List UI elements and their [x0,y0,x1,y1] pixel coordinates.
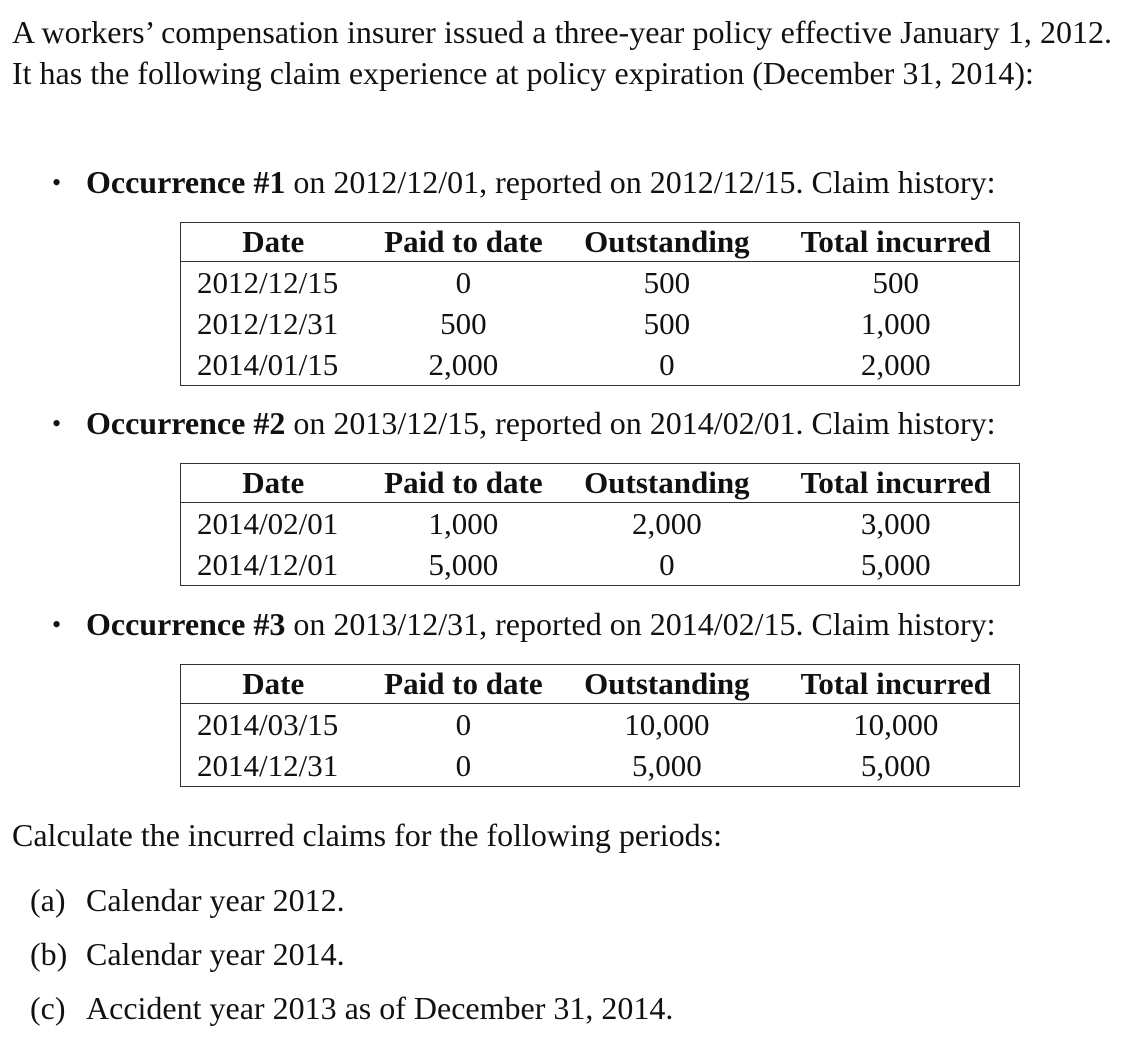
table-row [181,262,1020,304]
part-text: Calendar year 2014. [86,936,345,972]
list-item [30,988,673,1042]
table-header-row [181,464,1020,503]
cell-outstanding: 500 [643,305,691,341]
list-item [30,934,673,988]
table-header-row [181,223,1020,262]
cell-total: 1,000 [860,305,931,341]
header-total: Total incurred [773,665,1020,704]
parts-list [30,880,673,1042]
occurrence-2-detail: on 2013/12/15, reported on 2014/02/01. Claim history: [293,405,996,441]
cell-paid: 0 [455,747,472,783]
cell-date: 2014/12/31 [197,747,339,783]
occurrence-3-detail: on 2013/12/31, reported on 2014/02/15. Claim history: [293,606,996,642]
cell-paid: 2,000 [428,346,499,382]
cell-date: 2012/12/15 [197,264,339,300]
header-outstanding: Outstanding [561,464,772,503]
table-row [181,745,1020,787]
cell-outstanding: 500 [643,264,691,300]
cell-total: 500 [872,264,920,300]
part-label: (c) [30,990,66,1026]
cell-outstanding: 0 [659,346,675,382]
cell-outstanding: 2,000 [631,505,702,541]
bullet-icon: • [52,409,62,438]
cell-paid: 1,000 [428,505,499,541]
header-date: Date [181,223,366,262]
header-total: Total incurred [773,223,1020,262]
occurrence-1-title: Occurrence #1 [86,164,286,200]
cell-paid: 500 [440,305,487,341]
cell-outstanding: 10,000 [624,706,710,742]
occurrence-2-title: Occurrence #2 [86,405,286,441]
cell-paid: 0 [455,264,472,300]
occurrence-2-heading [52,403,996,444]
part-label: (b) [30,936,68,972]
occurrence-1-table [180,222,1020,386]
cell-paid: 5,000 [428,546,499,582]
occurrence-2-table [180,463,1020,586]
cell-paid: 0 [455,706,472,742]
header-date: Date [181,665,366,704]
cell-outstanding: 5,000 [631,747,702,783]
header-outstanding: Outstanding [561,665,772,704]
list-item [30,880,673,934]
occurrence-3-heading [52,604,996,645]
table-row [181,503,1020,545]
cell-total: 2,000 [860,346,931,382]
cell-date: 2014/02/01 [197,505,339,541]
cell-total: 5,000 [860,546,931,582]
problem-document [12,12,1112,1026]
occurrence-1-detail: on 2012/12/01, reported on 2012/12/15. Claim history: [293,164,996,200]
cell-total: 5,000 [860,747,931,783]
cell-total: 10,000 [853,706,939,742]
table-row [181,704,1020,746]
header-outstanding: Outstanding [561,223,772,262]
bullet-icon: • [52,168,62,197]
header-paid: Paid to date [366,223,562,262]
cell-date: 2014/01/15 [197,346,339,382]
table-row [181,303,1020,344]
header-total: Total incurred [773,464,1020,503]
part-text: Calendar year 2012. [86,882,345,918]
header-date: Date [181,464,366,503]
occurrence-3-table [180,664,1020,787]
intro-paragraph: A workers’ compensation insurer issued a three-year policy effective January 1, 2012. It has the following claim experience at policy expiration (December 31, 2014): [12,14,1112,91]
occurrence-1-heading [52,162,996,203]
question-text: Calculate the incurred claims for the following periods: [12,817,722,853]
cell-date: 2012/12/31 [197,305,339,341]
table-header-row [181,665,1020,704]
table-row [181,544,1020,586]
cell-date: 2014/12/01 [197,546,339,582]
bullet-icon: • [52,610,62,639]
part-label: (a) [30,882,66,918]
header-paid: Paid to date [366,665,562,704]
header-paid: Paid to date [366,464,562,503]
part-text: Accident year 2013 as of December 31, 2014. [86,990,674,1026]
cell-total: 3,000 [860,505,931,541]
cell-outstanding: 0 [659,546,675,582]
occurrence-3-title: Occurrence #3 [86,606,286,642]
cell-date: 2014/03/15 [197,706,339,742]
table-row [181,344,1020,386]
